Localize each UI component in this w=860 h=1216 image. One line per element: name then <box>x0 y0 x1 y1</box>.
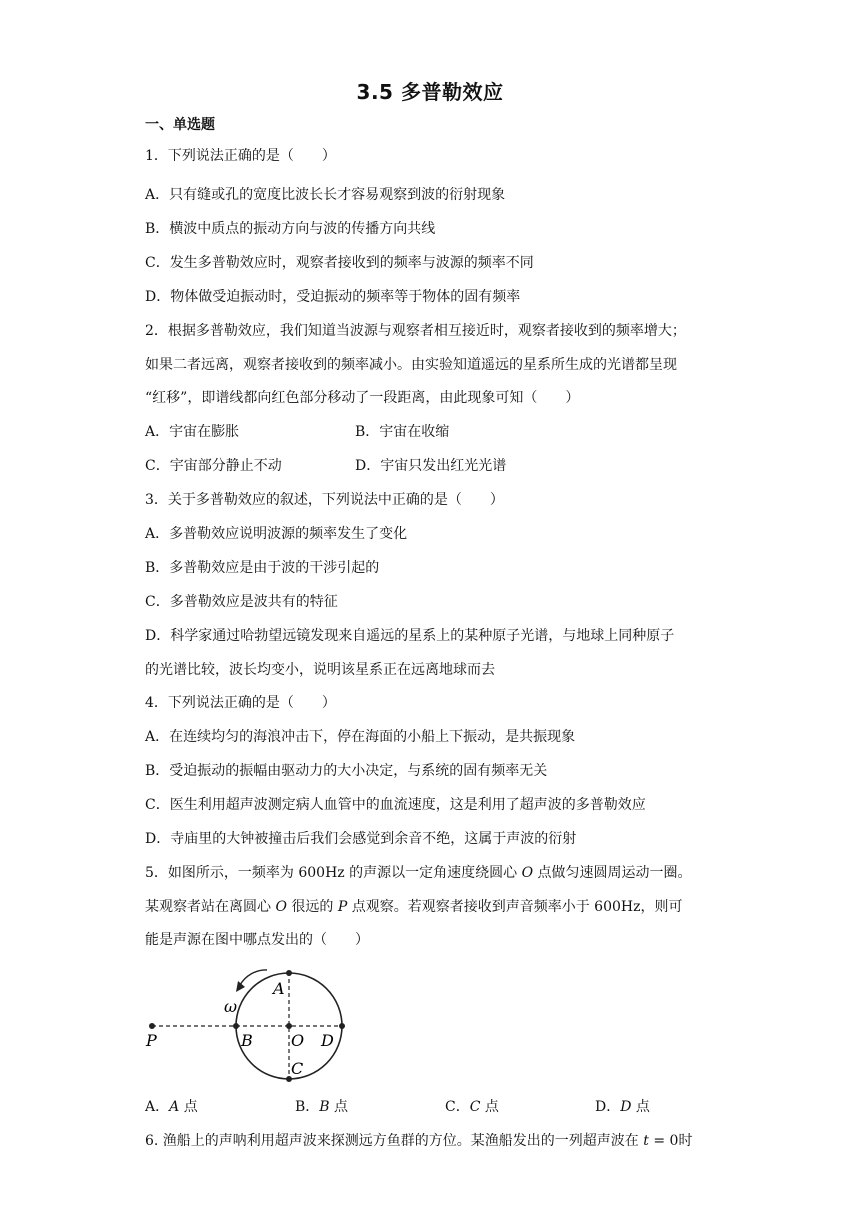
q3-option-c: C．多普勒效应是波共有的特征 <box>145 594 338 610</box>
q4-option-d: D．寺庙里的大钟被撞击后我们会感觉到余音不绝，这属于声波的衍射 <box>145 831 577 847</box>
q2-option-b: B．宇宙在收缩 <box>355 424 450 440</box>
q3-option-d-line1: D．科学家通过哈勃望远镜发现来自遥远的星系上的某种原子光谱，与地球上同种原子 <box>145 628 675 644</box>
label-b: B <box>241 1031 253 1050</box>
page-title: 3.5 多普勒效应 <box>356 80 504 104</box>
q6-stem-line1: 6. 渔船上的声呐利用超声波来探测远方鱼群的方位。某渔船发出的一列超声波在 t = 0时 <box>145 1133 693 1149</box>
label-c: C <box>291 1059 304 1078</box>
point-a <box>286 970 292 976</box>
q2-option-c: C．宇宙部分静止不动 <box>145 458 282 474</box>
point-d <box>339 1023 345 1029</box>
circular-motion-diagram <box>140 960 370 1090</box>
rotation-arrow <box>240 970 267 985</box>
q5-option-c: C．C 点 <box>445 1099 499 1115</box>
q2-stem-line3: “红移”，即谱线都向红色部分移动了一段距离，由此现象可知（ ） <box>145 390 580 406</box>
section-heading: 一、单选题 <box>145 117 215 133</box>
q4-stem: 4．下列说法正确的是（ ） <box>145 695 336 711</box>
q2-stem-line1: 2．根据多普勒效应，我们知道当波源与观察者相互接近时，观察者接收到的频率增大； <box>145 323 686 339</box>
label-d: D <box>321 1031 334 1050</box>
q3-option-b: B．多普勒效应是由于波的干涉引起的 <box>145 560 380 576</box>
q5-stem-line1: 5．如图所示，一频率为 600Hz 的声源以一定角速度绕圆心 O 点做匀速圆周运动一圈。 <box>145 865 692 881</box>
q3-stem: 3．关于多普勒效应的叙述，下列说法中正确的是（ ） <box>145 492 504 508</box>
q1-option-d: D．物体做受迫振动时，受迫振动的频率等于物体的固有频率 <box>145 289 521 305</box>
q4-option-b: B．受迫振动的振幅由驱动力的大小决定，与系统的固有频率无关 <box>145 763 548 779</box>
q5-stem-line2: 某观察者站在离圆心 O 很远的 P 点观察。若观察者接收到声音频率小于 600Hz，则可 <box>145 899 683 915</box>
q2-option-d: D．宇宙只发出红光光谱 <box>355 458 507 474</box>
q1-option-c: C．发生多普勒效应时，观察者接收到的频率与波源的频率不同 <box>145 255 534 271</box>
q3-option-a: A．多普勒效应说明波源的频率发生了变化 <box>145 526 408 542</box>
q4-option-c: C．医生利用超声波测定病人血管中的血流速度，这是利用了超声波的多普勒效应 <box>145 797 646 813</box>
q1-option-a: A．只有缝或孔的宽度比波长长才容易观察到波的衍射现象 <box>145 187 506 203</box>
q4-option-a: A．在连续均匀的海浪冲击下，停在海面的小船上下振动，是共振现象 <box>145 729 576 745</box>
q1-stem: 1．下列说法正确的是（ ） <box>145 148 336 164</box>
q5-option-b: B．B 点 <box>295 1099 349 1115</box>
label-p: P <box>146 1031 157 1050</box>
label-a: A <box>273 979 285 998</box>
q5-stem-line3: 能是声源在图中哪点发出的（ ） <box>145 932 369 948</box>
q5-option-d: D．D 点 <box>595 1099 650 1115</box>
omega-label: ω <box>224 997 238 1016</box>
q3-option-d-line2: 的光谱比较，波长均变小，说明该星系正在远离地球而去 <box>145 662 495 678</box>
q2-stem-line2: 如果二者远离，观察者接收到的频率减小。由实验知道遥远的星系所生成的光谱都呈现 <box>145 357 677 373</box>
point-p <box>149 1023 155 1029</box>
point-b <box>233 1023 239 1029</box>
q5-option-a: A．A 点 <box>145 1099 198 1115</box>
label-o: O <box>291 1031 305 1050</box>
q1-option-b: B．横波中质点的振动方向与波的传播方向共线 <box>145 221 436 237</box>
arrow-head <box>236 981 245 992</box>
point-o <box>286 1023 292 1029</box>
q2-option-a: A．宇宙在膨胀 <box>145 424 240 440</box>
